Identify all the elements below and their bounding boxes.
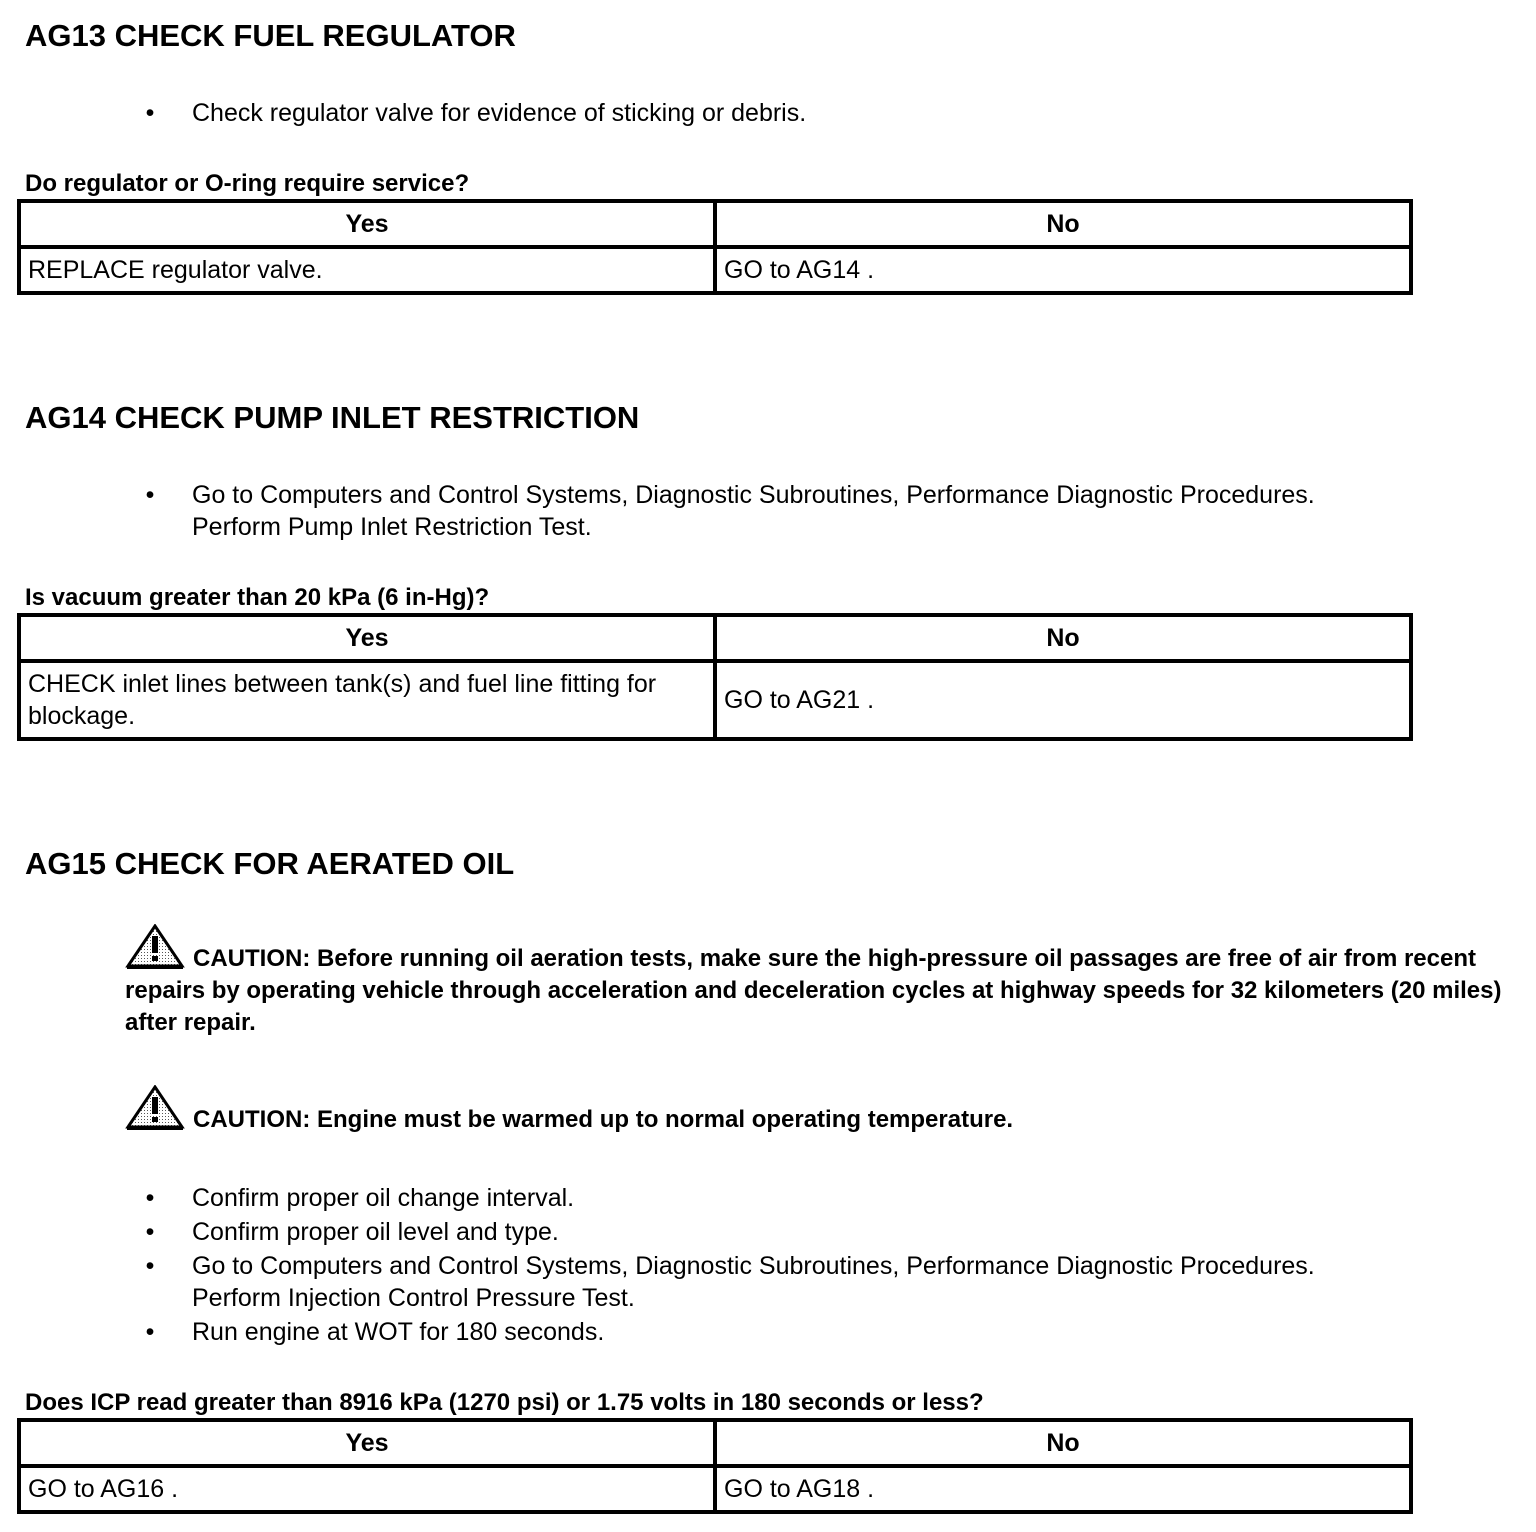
yes-action: CHECK inlet lines between tank(s) and fuel line fitting for blockage. — [19, 661, 715, 739]
caution-note — [125, 924, 1530, 1039]
bullet-text-continuation: Perform Injection Control Pressure Test. — [192, 1284, 635, 1312]
yes-header: Yes — [19, 1420, 715, 1466]
bullet-icon: • — [145, 481, 155, 509]
no-header: No — [715, 1420, 1411, 1466]
table-row — [19, 661, 1411, 739]
bullet-text: Check regulator valve for evidence of sticking or debris. — [192, 99, 807, 127]
bullet-text: Confirm proper oil change interval. — [192, 1184, 575, 1212]
section-heading-ag13: AG13 CHECK FUEL REGULATOR — [25, 18, 516, 53]
no-header: No — [715, 615, 1411, 661]
decision-question: Does ICP read greater than 8916 kPa (1270 psi) or 1.75 volts in 180 seconds or less? — [25, 1389, 984, 1416]
bullet-text-continuation: Perform Pump Inlet Restriction Test. — [192, 513, 592, 541]
decision-question: Do regulator or O-ring require service? — [25, 170, 470, 197]
no-header: No — [715, 201, 1411, 247]
caution-text: CAUTION: Before running oil aeration tests, make sure the high-pressure oil passages are free of air from recent repairs by operating vehicle through acceleration and deceleration cycles at highway speeds for 32 kilometers (20 miles) after repair. — [125, 945, 1502, 1036]
warning-triangle-icon — [125, 924, 185, 970]
table-row — [19, 1466, 1411, 1512]
warning-triangle-icon — [125, 1085, 185, 1131]
decision-table-ag15 — [17, 1418, 1413, 1514]
bullet-item — [140, 1316, 1520, 1348]
bullet-icon: • — [145, 1218, 155, 1246]
no-action: GO to AG14 . — [715, 247, 1411, 293]
caution-note — [125, 1085, 1530, 1136]
table-header-row — [19, 201, 1411, 247]
yes-header: Yes — [19, 201, 715, 247]
bullet-icon: • — [145, 1318, 155, 1346]
section-heading-ag15: AG15 CHECK FOR AERATED OIL — [25, 846, 515, 881]
table-header-row — [19, 1420, 1411, 1466]
caution-text: CAUTION: Engine must be warmed up to normal operating temperature. — [193, 1106, 1014, 1133]
bullet-item — [140, 479, 1520, 543]
bullet-text: Go to Computers and Control Systems, Diagnostic Subroutines, Performance Diagnostic Procedures. — [192, 1252, 1315, 1280]
yes-action: GO to AG16 . — [19, 1466, 715, 1512]
table-row — [19, 247, 1411, 293]
decision-table-ag13 — [17, 199, 1413, 295]
yes-action: REPLACE regulator valve. — [19, 247, 715, 293]
yes-header: Yes — [19, 615, 715, 661]
no-action: GO to AG21 . — [715, 661, 1411, 739]
decision-question: Is vacuum greater than 20 kPa (6 in-Hg)? — [25, 584, 490, 611]
table-header-row — [19, 615, 1411, 661]
bullet-icon: • — [145, 99, 155, 127]
bullet-item — [140, 1216, 1520, 1248]
section-heading-ag14: AG14 CHECK PUMP INLET RESTRICTION — [25, 400, 640, 435]
bullet-icon: • — [145, 1184, 155, 1212]
bullet-item — [140, 1182, 1520, 1214]
bullet-text: Go to Computers and Control Systems, Diagnostic Subroutines, Performance Diagnostic Procedures. — [192, 481, 1315, 509]
no-action: GO to AG18 . — [715, 1466, 1411, 1512]
bullet-text: Confirm proper oil level and type. — [192, 1218, 559, 1246]
bullet-item — [140, 1250, 1520, 1314]
decision-table-ag14 — [17, 613, 1413, 741]
bullet-text: Run engine at WOT for 180 seconds. — [192, 1318, 605, 1346]
bullet-icon: • — [145, 1252, 155, 1280]
bullet-item — [140, 97, 1440, 129]
